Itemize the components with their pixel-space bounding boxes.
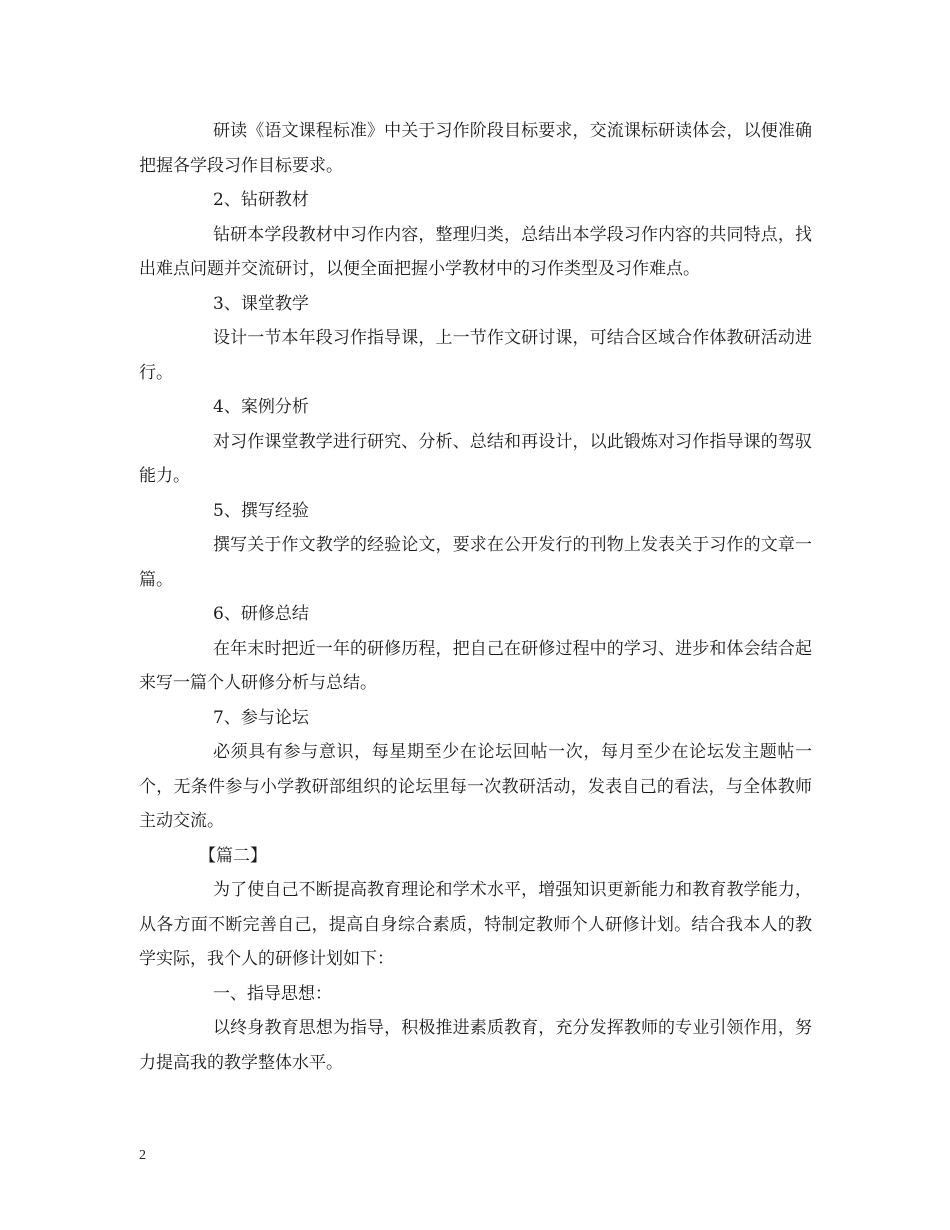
heading-study-textbook: 2、钻研教材 bbox=[213, 190, 309, 210]
heading-classroom-teaching: 3、课堂教学 bbox=[213, 293, 309, 314]
section-heading-part-two: 【篇二】 bbox=[199, 845, 267, 866]
heading-guiding-ideology: 一、指导思想： bbox=[213, 983, 332, 1004]
paragraph-intro-part-two: 为了使自己不断提高教育理论和学术水平，增强知识更新能力和教育教学能力，从各方面不断完善自己，提高自身综合素质，特制定教师个人研修计划。结合我本人的教学实际，我个人的研修计划如下： bbox=[139, 880, 812, 969]
paragraph-study-textbook: 钻研本学段教材中习作内容，整理归类，总结出本学段习作内容的共同特点，找出难点问题并交流研讨，以便全面把握小学教材中的习作类型及习作难点。 bbox=[139, 224, 812, 279]
paragraph-study-standards: 研读《语文课程标准》中关于习作阶段目标要求，交流课标研读体会，以便准确把握各学段习作目标要求。 bbox=[139, 121, 812, 176]
heading-write-experience: 5、撰写经验 bbox=[213, 500, 309, 521]
paragraph-study-summary: 在年末时把近一年的研修历程，把自己在研修过程中的学习、进步和体会结合起来写一篇个人研修分析与总结。 bbox=[139, 638, 812, 693]
heading-case-analysis: 4、案例分析 bbox=[213, 397, 309, 417]
heading-join-forum: 7、参与论坛 bbox=[213, 707, 309, 728]
paragraph-case-analysis: 对习作课堂教学进行研究、分析、总结和再设计，以此锻炼对习作指导课的驾驭能力。 bbox=[139, 431, 812, 486]
paragraph-classroom-teaching: 设计一节本年段习作指导课，上一节作文研讨课，可结合区域合作体教研活动进行。 bbox=[139, 328, 812, 383]
document-body bbox=[139, 114, 812, 1080]
paragraph-join-forum: 必须具有参与意识，每星期至少在论坛回帖一次，每月至少在论坛发主题帖一个，无条件参与小学教研部组织的论坛里每一次教研活动，发表自己的看法，与全体教师主动交流。 bbox=[139, 742, 812, 831]
heading-study-summary: 6、研修总结 bbox=[213, 604, 309, 624]
page-number: 2 bbox=[139, 1148, 146, 1163]
paragraph-write-experience: 撰写关于作文教学的经验论文，要求在公开发行的刊物上发表关于习作的文章一篇。 bbox=[139, 535, 812, 590]
paragraph-guiding-ideology: 以终身教育思想为指导，积极推进素质教育，充分发挥教师的专业引领作用，努力提高我的教学整体水平。 bbox=[139, 1018, 812, 1073]
